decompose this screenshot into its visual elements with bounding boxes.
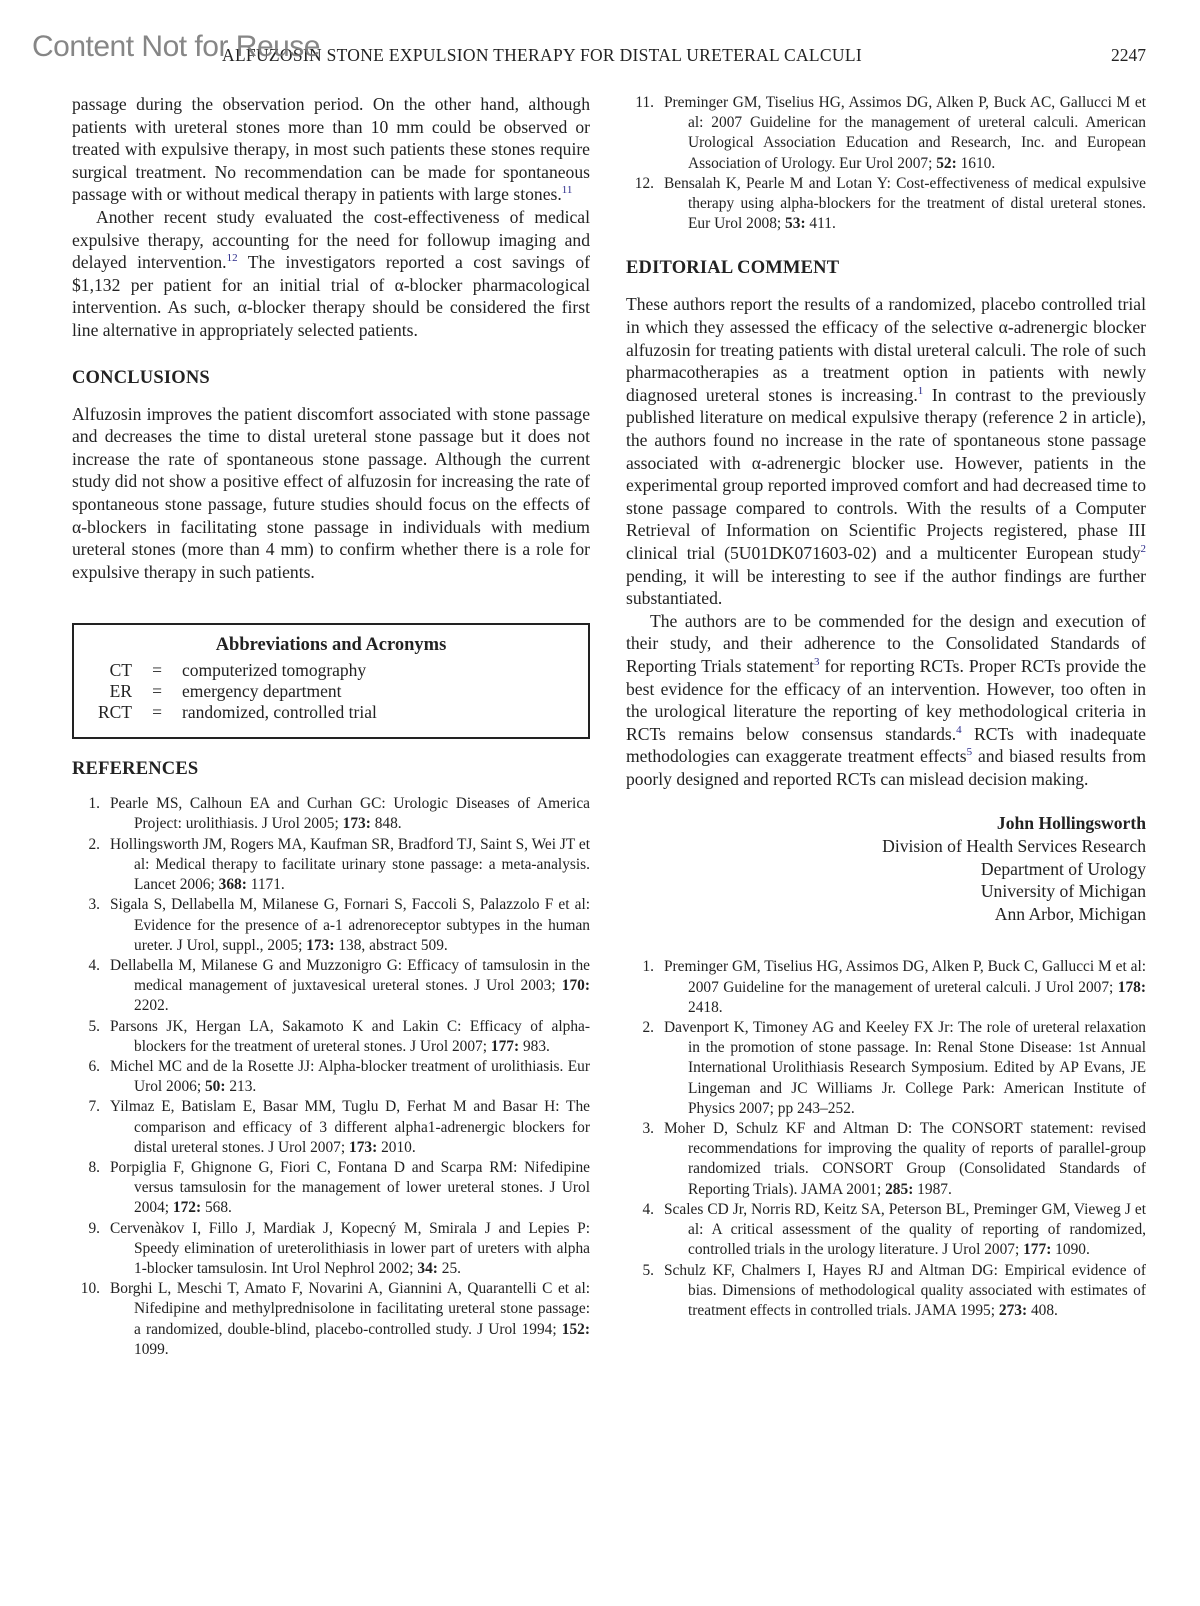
reference-item: 5. Parsons JK, Hergan LA, Sakamoto K and Lakin C: Efficacy of alpha-blockers for the treatment of ureteral stones. J Urol 2007; 177: 983. — [88, 1017, 590, 1055]
references-list — [72, 794, 590, 1360]
right-column — [626, 93, 1146, 1321]
citation-link[interactable]: 12 — [226, 252, 238, 265]
abbreviation-row: ER = emergency department — [109, 681, 342, 702]
reference-item: 6. Michel MC and de la Rosette JJ: Alpha-blocker treatment of urolithiasis. Eur Urol 2006; 50: 213. — [88, 1057, 590, 1096]
reference-item: 5. Schulz KF, Chalmers I, Hayes RJ and Altman DG: Empirical evidence of bias. Dimensions of methodological quality associated with estimates of treatment effects in controlled trials. JAMA 1995; 273: 408. — [642, 1261, 1146, 1319]
reference-item: 2. Davenport K, Timoney AG and Keeley FX Jr: The role of ureteral relaxation in the promotion of stone passage. In: Renal Stone Disease: 1st Annual International Urolithiasis Research Symposium. Edited by AP Evans, JE Lingeman and JC Williams Jr. College Park: American Institute of Physics 2007; pp 243–252. — [642, 1019, 1146, 1117]
citation-link[interactable]: 11 — [561, 184, 573, 197]
conclusions-heading: CONCLUSIONS — [72, 367, 210, 388]
references-list-continued — [626, 93, 1146, 234]
reference-item: 8. Porpiglia F, Ghignone G, Fiori C, Fontana D and Scarpa RM: Nifedipine versus tamsulosin for the management of lower ureteral stones. J Urol 2004; 172: 568. — [88, 1158, 590, 1217]
abbreviations-title: Abbreviations and Acronyms — [215, 635, 447, 656]
reference-item: 3. Sigala S, Dellabella M, Milanese G, Fornari S, Faccoli S, Palazzolo F et al: Evidence for the presence of a-1 adrenoreceptor subtypes in the human ureter. J Urol, suppl., 2005; 173: 138, abstract 509. — [88, 896, 590, 954]
reference-item: 10. Borghi L, Meschi T, Amato F, Novarini A, Giannini A, Quarantelli C et al: Nifedipine and methylprednisolone in facilitating ureteral stone passage: a randomized, double-blind, placebo-controlled study. J Urol 1994; 152: 1099. — [80, 1280, 590, 1358]
reference-item: 1. Preminger GM, Tiselius HG, Assimos DG, Alken P, Buck C, Gallucci M et al: 2007 Guideline for the management of ureteral calculi. J Urol 2007; 178: 2418. — [642, 958, 1146, 1016]
citation-link[interactable]: 1 — [917, 384, 924, 397]
editorial-references-list — [626, 957, 1146, 1321]
reference-item: 4. Scales CD Jr, Norris RD, Keitz SA, Peterson BL, Preminger GM, Vieweg J et al: A critical assessment of the quality of reporting of randomized, controlled trials in the urology literature. J Urol 2007; 177: 1090. — [642, 1200, 1146, 1259]
editorial-paragraph-2: The authors are to be commended for the design and execution of their study, and their adherence to the Consolidated Standards of Reporting Trials statement$^3$ for reporting RCTs. Proper RCTs provide the best evidence for the efficacy of an intervention. However, too often in the urological literature the reporting of key methodological criteria in RCTs remains below consensus standards.$^4$ RCTs with inadequate methodologies can exaggerate treatment effects$^5$ and biased results from poorly designed and reported RCTs can mislead decision making. — [626, 610, 1147, 789]
affiliation-line: Ann Arbor, Michigan — [994, 903, 1146, 924]
editorial-heading: EDITORIAL COMMENT — [626, 258, 840, 279]
reference-item: 7. Yilmaz E, Batislam E, Basar MM, Tuglu D, Ferhat M and Basar H: The comparison and efficacy of 3 different alpha1-adrenergic blockers for distal ureteral stones. J Urol 2007; 173: 2010. — [88, 1098, 590, 1156]
citation-link[interactable]: 4 — [956, 723, 962, 736]
conclusions-text: Alfuzosin improves the patient discomfort associated with stone passage and decreases the time to distal ureteral stone passage but it does not increase the rate of spontaneous stone passage. Although the current study did not show a positive effect of alfuzosin for increasing the rate of spontaneous stone passage, future studies should focus on the effects of α-blockers in facilitating stone passage in individuals with medium ureteral stones (more than 4 mm) to confirm whether there is a role for expulsive therapy in such patients. — [72, 403, 590, 582]
abbreviation-row: RCT = randomized, controlled trial — [97, 702, 377, 723]
abbreviations-box — [72, 623, 590, 739]
intro-paragraph-2: Another recent study evaluated the cost-effectiveness of medical expulsive therapy, accounting for the need for followup imaging and delayed intervention.$^{12}$ The investigators reported a cost savings of $1,132 per patient for an initial trial of α-blocker pharmacological intervention. As such, α-blocker therapy should be considered the first line alternative in appropriately selected patients. — [72, 206, 590, 340]
reference-item: 1. Pearle MS, Calhoun EA and Curhan GC: Urologic Diseases of America Project: urolithiasis. J Urol 2005; 173: 848. — [88, 795, 590, 833]
signature-block — [626, 812, 1146, 925]
abbreviation-row: CT = computerized tomography — [109, 660, 367, 681]
reference-item: 3. Moher D, Schulz KF and Altman D: The CONSORT statement: revised recommendations for improving the quality of reports of parallel-group randomized trials. CONSORT Group (Consolidated Standards of Reporting Trials). JAMA 2001; 285: 1987. — [642, 1120, 1146, 1198]
running-title: ALFUZOSIN STONE EXPULSION THERAPY FOR DISTAL URETERAL CALCULI — [222, 45, 862, 65]
editorial-paragraph-1: These authors report the results of a randomized, placebo controlled trial in which they assessed the efficacy of the selective α-adrenergic blocker alfuzosin for treating patients with distal ureteral calculi. The role of such pharmacotherapies as a treatment option in patients with newly diagnosed ureteral stones is increasing.$^1$ In contrast to the previously published literature on medical expulsive therapy (reference 2 in article), the authors found no increase in the rate of spontaneous stone passage associated with α-adrenergic blocker use. However, patients in the experimental group reported improved comfort and had decreased time to stone passage compared to controls. With the results of a Computer Retrieval of Information on Scientific Projects registered, phase III clinical trial (5U01DK071603-02) and a multicenter European study$^2$ pending, it will be interesting to see if the author findings are further substantiated. — [626, 294, 1146, 609]
intro-paragraph-1: passage during the observation period. On the other hand, although patients with ureteral stones more than 10 mm could be observed or treated with expulsive therapy, in most such patients these stones require surgical treatment. No recommendation can be made for spontaneous passage with or without medical therapy in patients with large stones.$^{11}$ — [72, 94, 590, 205]
left-column — [72, 93, 590, 1360]
affiliation-line: University of Michigan — [980, 881, 1146, 902]
citation-link[interactable]: 2 — [1140, 543, 1146, 556]
author-name: John Hollingsworth — [996, 813, 1146, 834]
reference-item: 2. Hollingsworth JM, Rogers MA, Kaufman SR, Bradford TJ, Saint S, Wei JT et al: Medical therapy to facilitate urinary stone passage: a meta-analysis. Lancet 2006; 368: 1171. — [88, 835, 590, 894]
affiliation-line: Division of Health Services Research — [882, 836, 1146, 857]
watermark: Content Not for Reuse — [32, 30, 320, 63]
reference-item: 11. Preminger GM, Tiselius HG, Assimos DG, Alken P, Buck AC, Gallucci M et al: 2007 Guideline for the management of ureteral calculi. American Urological Association Education and Research, Inc. and European Association of Urology. Eur Urol 2007; 52: 1610. — [635, 94, 1146, 172]
page-number: 2247 — [1111, 45, 1146, 65]
reference-item: 12. Bensalah K, Pearle M and Lotan Y: Cost-effectiveness of medical expulsive therapy using alpha-blockers for the treatment of distal ureteral stones. Eur Urol 2008; 53: 411. — [634, 174, 1146, 233]
reference-item: 4. Dellabella M, Milanese G and Muzzonigro G: Efficacy of tamsulosin in the medical management of juxtavesical ureteral stones. J Urol 2003; 170: 2202. — [88, 956, 590, 1015]
citation-link[interactable]: 5 — [966, 746, 973, 759]
affiliation-line: Department of Urology — [980, 858, 1146, 879]
reference-item: 9. Cervenàkov I, Fillo J, Mardiak J, Kopecný M, Smirala J and Lepies P: Speedy elimination of ureterolithiasis in lower part of ureters with alpha 1-blocker tamsulosin. Int Urol Nephrol 2002; 34: 25. — [88, 1219, 590, 1277]
citation-link[interactable]: 3 — [813, 656, 820, 669]
references-heading: REFERENCES — [72, 759, 199, 780]
